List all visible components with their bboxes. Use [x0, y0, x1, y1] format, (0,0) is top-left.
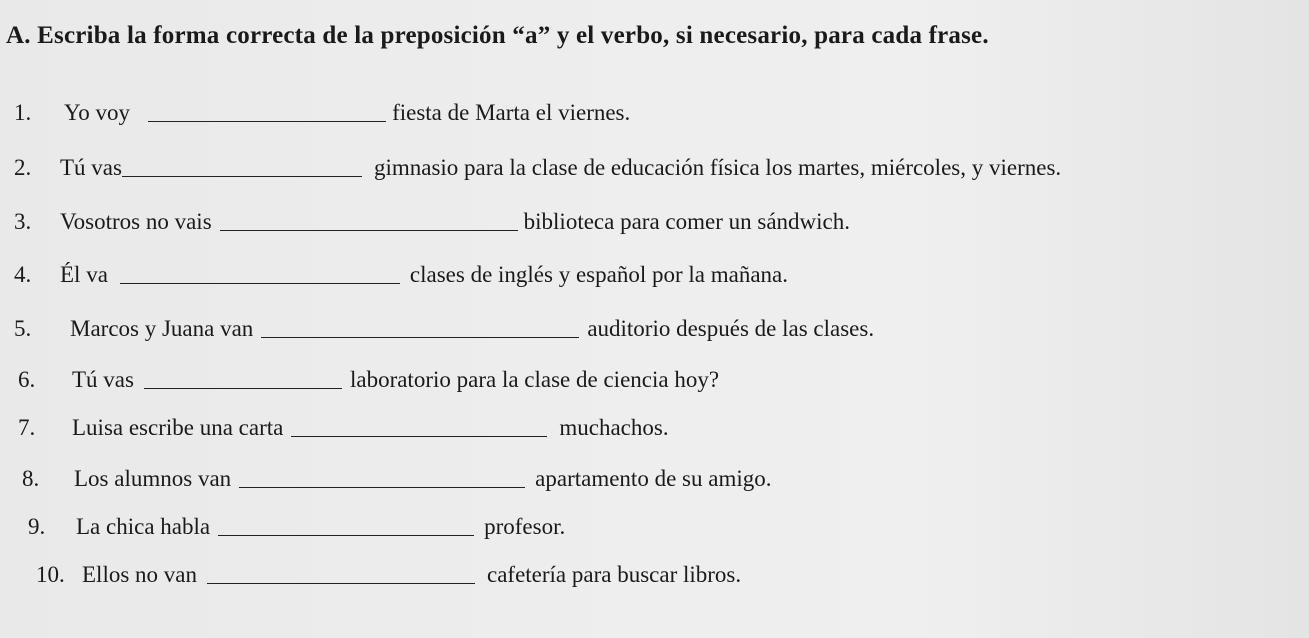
item-continuation: clases de inglés y español por la mañana. — [409, 262, 789, 287]
exercise-item-5 — [14, 316, 874, 342]
item-prompt: Él va — [60, 262, 108, 287]
item-continuation: cafetería para buscar libros. — [487, 562, 742, 587]
item-number: 7. — [18, 415, 36, 440]
answer-blank[interactable] — [291, 435, 547, 437]
exercise-item-4 — [14, 262, 788, 288]
exercise-item-3 — [14, 209, 850, 235]
item-prompt: La chica habla — [76, 514, 211, 539]
item-number: 4. — [14, 262, 32, 287]
exercise-item-9 — [28, 514, 565, 540]
exercise-item-2 — [14, 155, 1061, 181]
item-number: 3. — [14, 209, 32, 234]
item-continuation: auditorio después de las clases. — [587, 316, 875, 341]
answer-blank[interactable] — [148, 120, 386, 122]
answer-blank[interactable] — [220, 229, 518, 231]
answer-blank[interactable] — [261, 336, 579, 338]
item-number: 8. — [22, 466, 40, 491]
item-prompt: Ellos no van — [82, 562, 197, 587]
exercise-item-10 — [36, 562, 741, 588]
item-prompt: Los alumnos van — [74, 466, 232, 491]
item-prompt: Marcos y Juana van — [70, 316, 254, 341]
item-continuation: apartamento de su amigo. — [535, 466, 772, 491]
item-number: 9. — [28, 514, 46, 539]
item-continuation: gimnasio para la clase de educación física los martes, miércoles, y viernes. — [373, 155, 1062, 180]
item-number: 5. — [14, 316, 32, 341]
item-prompt: Tú vas — [60, 155, 122, 180]
exercise-item-8 — [22, 466, 771, 492]
exercise-item-6 — [18, 367, 719, 393]
item-number: 6. — [18, 367, 36, 392]
answer-blank[interactable] — [120, 282, 400, 284]
answer-blank[interactable] — [122, 175, 362, 177]
item-number: 2. — [14, 155, 32, 180]
item-prompt: Luisa escribe una carta — [72, 415, 284, 440]
answer-blank[interactable] — [239, 486, 525, 488]
item-prompt: Yo voy — [64, 100, 131, 125]
worksheet-title: A. Escriba la forma correcta de la preposición “a” y el verbo, si necesario, para cada frase. — [6, 22, 989, 49]
item-number: 10. — [36, 562, 65, 587]
item-number: 1. — [14, 100, 32, 125]
item-prompt: Tú vas — [72, 367, 134, 392]
exercise-item-1 — [14, 100, 630, 126]
item-continuation: muchachos. — [559, 415, 669, 440]
item-continuation: biblioteca para comer un sándwich. — [523, 209, 851, 234]
item-continuation: profesor. — [484, 514, 566, 539]
item-continuation: laboratorio para la clase de ciencia hoy? — [349, 367, 720, 392]
item-prompt: Vosotros no vais — [60, 209, 212, 234]
exercise-item-7 — [18, 415, 669, 441]
answer-blank[interactable] — [218, 534, 474, 536]
answer-blank[interactable] — [144, 387, 342, 389]
item-continuation: fiesta de Marta el viernes. — [392, 100, 631, 125]
answer-blank[interactable] — [207, 582, 475, 584]
